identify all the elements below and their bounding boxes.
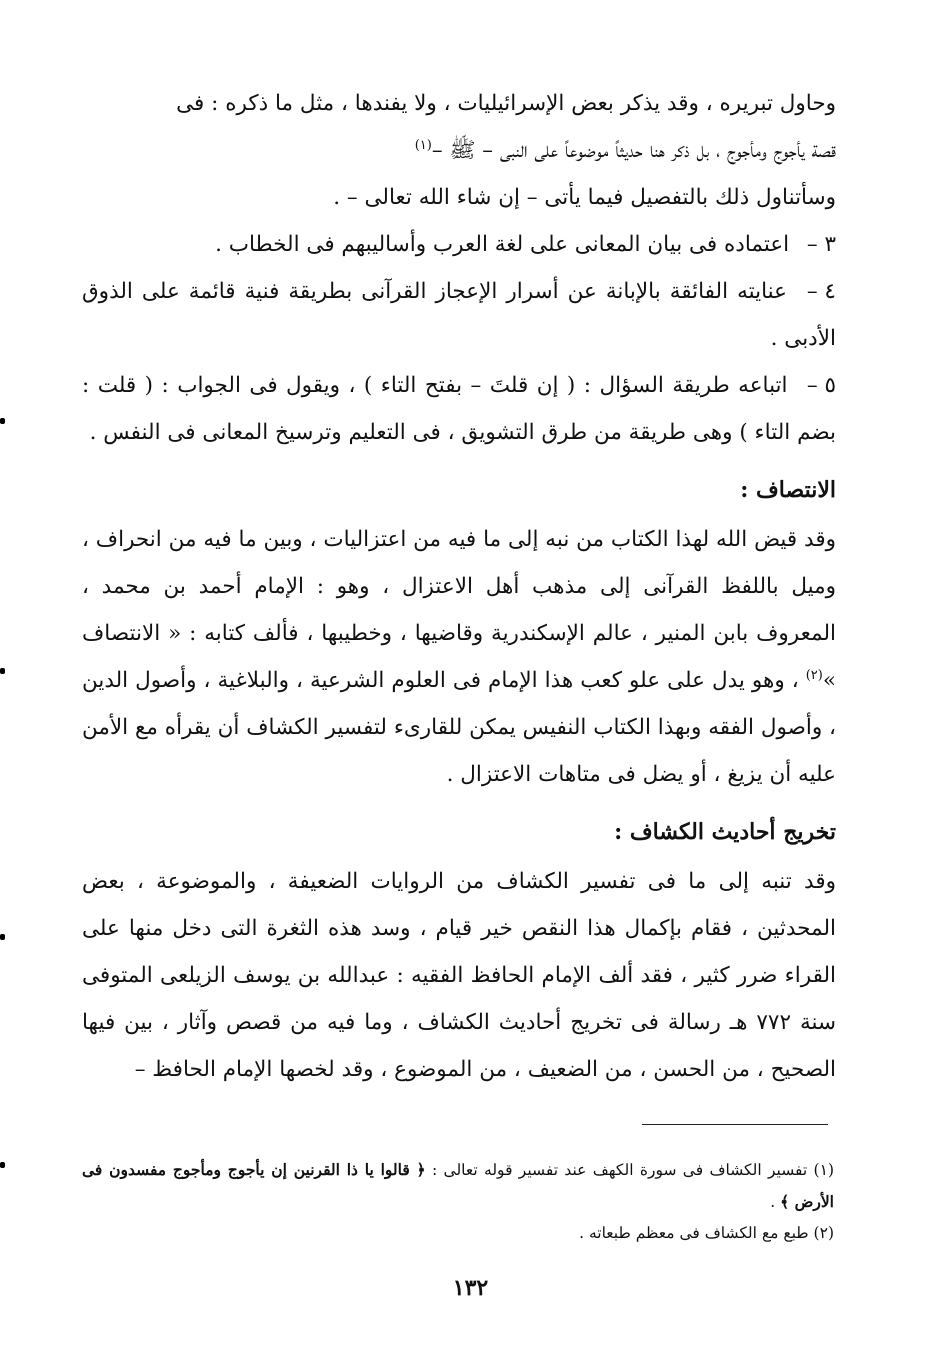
list-item [82, 268, 836, 362]
margin-mark [0, 668, 5, 674]
footnote-2 [82, 1218, 834, 1249]
footnote-ref-1[interactable]: (١) [414, 137, 432, 153]
footnote-2-number: (٢) [813, 1224, 834, 1242]
intro-line-3: وسأتناول ذلك بالتفصيل فيما يأتى – إن شاء الله تعالى – . [333, 185, 836, 210]
intisaf-text-b: ، وهو يدل على علو كعب هذا الإمام فى العلوم الشرعية ، والبلاغية ، وأصول الدين ، وأصول الفقه وبهذا الكتاب النفيس يمكن للقارىء لتفسير الكشاف أن يقرأه مع الأمن عليه أن يزيغ ، أو يضل فى متاهات الاعتزال . [82, 668, 836, 787]
footnote-1 [82, 1154, 834, 1218]
list-item [82, 362, 836, 456]
section-heading-takhrij: تخريج أحاديث الكشاف : [614, 819, 836, 845]
list-item-number: ٣ – [806, 232, 836, 257]
list-item-number: ٤ – [806, 279, 836, 304]
takhrij-paragraph: وقد تنبه إلى ما فى تفسير الكشاف من الروايات الضعيفة ، والموضوعة ، بعض المحدثين ، فقام بإكمال هذا النقص خير قيام ، وسد هذه الثغرة التى دخل منها على القراء ضرر كثير ، فقد ألف الإمام الحافظ الفقيه : عبدالله بن يوسف الزيلعى المتوفى سنة ٧٧٢ هـ رسالة فى تخريج أحاديث الكشاف ، وما فيه من قصص وآثار ، بين فيها الصحيح ، من الحسن ، من الضعيف ، من الموضوع ، وقد لخصها الإمام الحافظ – [82, 869, 836, 1082]
margin-mark [0, 934, 5, 940]
margin-mark [0, 418, 5, 424]
intro-line-1: وحاول تبريره ، وقد يذكر بعض الإسرائيليات ، ولا يفندها ، مثل ما ذكره : فى [176, 91, 836, 116]
intisaf-text-a: وقد قيض الله لهذا الكتاب من نبه إلى ما فيه من اعتزاليات ، وبين ما فيه من انحراف ، وميل باللفظ القرآنى إلى مذهب أهل الاعتزال ، وهو : الإمام أحمد بن محمد ، المعروف بابن المنير ، عالم الإسكندرية وقاضيها ، وخطيبها ، فألف كتابه : « الانتصاف » [82, 527, 837, 693]
intisaf-paragraph [82, 516, 836, 798]
section-heading-intisaf: الانتصاف : [740, 477, 836, 503]
page-body [82, 80, 836, 1093]
footnote-1-end: . [770, 1193, 776, 1211]
list-item-text: اتباعه طريقة السؤال : ( إن قلتَ – بفتح التاء ) ، ويقول فى الجواب : ( قلت : بضم التاء ) وهى طريقة من طرق التشويق ، فى التعليم وترسيخ المعانى فى النفس . [82, 373, 836, 445]
intro-line-2: قصة يأجوج ومأجوج ، بل ذكر هنا حديثاً موضوعاً على النبى – ﷺ – [431, 138, 836, 163]
margin-mark [0, 1162, 5, 1168]
page-number: ١٣٢ [452, 1275, 489, 1301]
footnote-2-text: طبع مع الكشاف فى معظم طبعاته . [579, 1224, 809, 1242]
list-item-text: عنايته الفائقة بالإبانة عن أسرار الإعجاز القرآنى بطريقة فنية قائمة على الذوق الأدبى . [82, 279, 836, 351]
list-item-text: اعتماده فى بيان المعانى على لغة العرب وأساليبهم فى الخطاب . [215, 232, 790, 257]
list-item [82, 221, 836, 268]
footnote-1-text: تفسير الكشاف فى سورة الكهف عند تفسير قوله تعالى : [431, 1161, 808, 1179]
footnote-divider [642, 1124, 828, 1125]
footnotes [82, 1154, 834, 1249]
footnote-1-number: (١) [813, 1161, 834, 1179]
footnote-1-quote: ﴿ قالوا يا ذا القرنين إن يأجوج ومأجوج مفسدون فى الأرض ﴾ [82, 1160, 834, 1211]
footnote-ref-2[interactable]: (٢) [805, 667, 823, 683]
list-item-number: ٥ – [806, 373, 836, 398]
intro-paragraph [82, 80, 836, 221]
